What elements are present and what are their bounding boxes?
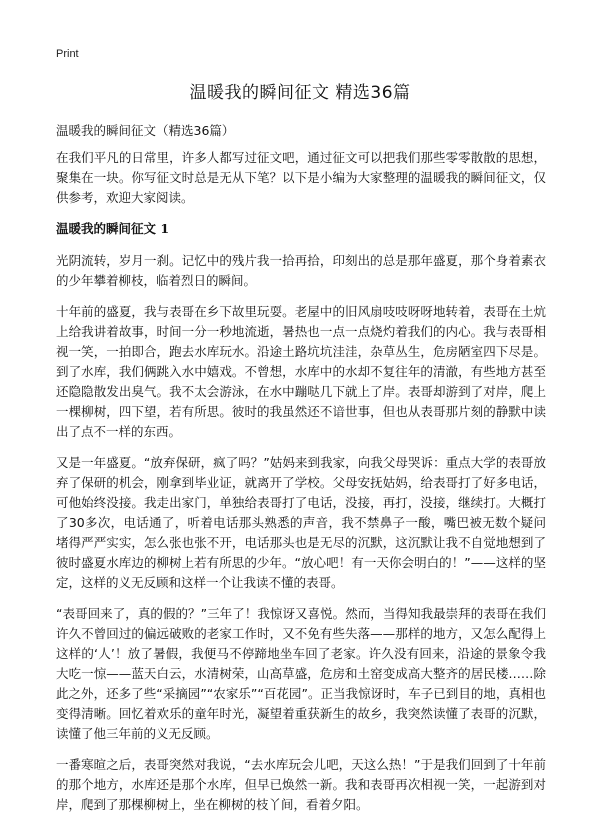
body-paragraph-4: “表哥回来了，真的假的？”三年了！我惊讶又喜悦。然而，当得知我最崇拜的表哥在我们许久不曾回过的偏远破败的老家工作时，又不免有些失落——那样的地方，又怎么配得上这样的‘人’！放了暑假，我便马不停蹄地坐车回了老家。许久没有回来，沿途的景象令我大吃一惊——蓝天白云，水清树荣，山高草盛，危房和土窑变成高大整齐的居民楼……除此之外，还多了些“采摘园”“农家乐”“百花园”。正当我惊讶时，车子已到目的地，真相也变得清晰。回忆着欢乐的童年时光，凝望着重获新生的故乡，我突然读懂了表哥的沉默，读懂了他三年前的义无反顾。 — [56, 606, 546, 741]
page-title: 温暖我的瞬间征文 精选36篇 — [189, 83, 411, 103]
document-subtitle: 温暖我的瞬间征文（精选36篇） — [56, 123, 235, 138]
body-paragraph-3: 又是一年盛夏。“放弃保研，疯了吗？”姑妈来到我家，向我父母哭诉：重点大学的表哥放弃了保研的机会，刚拿到毕业证，就离开了学校。父母安抚姑妈，给表哥打了好多电话，可他始终没接。我走出家门，单独给表哥打了电话，没接，再打，没接，继续打。大概打了30多次，电话通了，听着电话那头熟悉的声音，我不禁鼻子一酸，嘴巴被无数个疑问堵得严严实实，怎么张也张不开，电话那头也是无尽的沉默，这沉默让我不自觉地想到了彼时盛夏水库边的柳树上若有所思的少年。“放心吧！有一天你会明白的！”——这样的坚定，这样的义无反顾和这样一个让我读不懂的表哥。 — [56, 455, 546, 590]
intro-paragraph: 在我们平凡的日常里，许多人都写过征文吧，通过征文可以把我们那些零零散散的思想，聚集在一块。你写征文时总是无从下笔？以下是小编为大家整理的温暖我的瞬间征文，仅供参考，欢迎大家阅读。 — [56, 150, 546, 205]
section-heading: 温暖我的瞬间征文 1 — [56, 221, 170, 236]
body-paragraph-2: 十年前的盛夏，我与表哥在乡下故里玩耍。老屋中的旧风扇吱吱呀呀地转着，表哥在土炕上给我讲着故事，时间一分一秒地流逝，暑热也一点一点烧灼着我们的内心。我与表哥相视一笑，一拍即合，跑去水库玩水。沿途土路坑坑洼洼，杂草丛生，危房陋室四下尽是。到了水库，我们俩跳入水中嬉戏。不曾想，水库中的水却不复往年的清澈，有些地方甚至还隐隐散发出臭气。我不太会游泳，在水中蹦哒几下就上了岸。表哥却游到了对岸，爬上一棵柳树，四下望，若有所思。彼时的我虽然还不谙世事，但也从表哥那片刻的静默中读出了点不一样的东西。 — [56, 304, 546, 439]
print-label[interactable]: Print — [56, 48, 79, 60]
body-paragraph-5: 一番寒暄之后，表哥突然对我说，“去水库玩会儿吧，天这么热！”于是我们回到了十年前的那个地方，水库还是那个水库，但早已焕然一新。我和表哥再次相视一笑，一起游到对岸，爬到了那棵柳树上，坐在柳树的枝丫间，看着夕阳。 — [56, 757, 546, 812]
article-body — [56, 148, 546, 826]
body-paragraph-1: 光阴流转，岁月一刹。记忆中的残片我一拾再拾，印刻出的总是那年盛夏，那个身着素衣的少年攀着柳枝，临着烈日的瞬间。 — [56, 253, 546, 288]
